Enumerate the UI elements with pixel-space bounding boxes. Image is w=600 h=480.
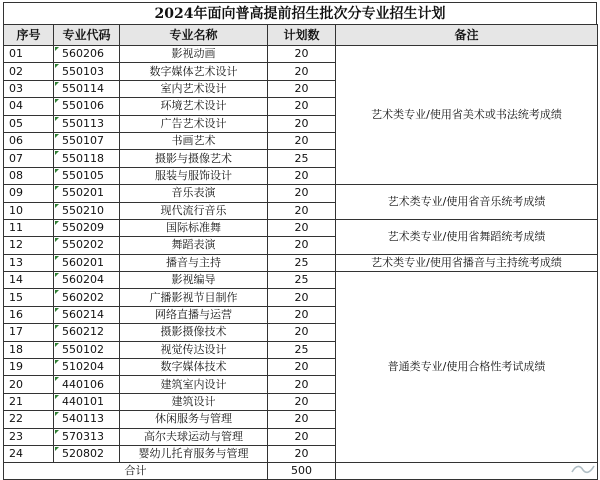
cell-seq: 12 — [4, 237, 54, 254]
cell-name: 广播影视节目制作 — [120, 289, 268, 306]
cell-name: 影视动画 — [120, 46, 268, 63]
cell-name: 广告艺术设计 — [120, 115, 268, 132]
cell-note: 普通类专业/使用合格性考试成绩 — [336, 272, 598, 463]
cell-code: 520802 — [54, 445, 120, 462]
enrollment-plan-table — [3, 24, 598, 480]
cell-plan: 20 — [268, 63, 336, 80]
cell-code: 560212 — [54, 324, 120, 341]
total-row — [4, 463, 598, 480]
cell-plan: 25 — [268, 272, 336, 289]
cell-code: 570313 — [54, 428, 120, 445]
total-value: 500 — [268, 463, 336, 480]
cell-name: 摄影与摄像艺术 — [120, 150, 268, 167]
cell-name: 网络直播与运营 — [120, 306, 268, 323]
cell-plan: 20 — [268, 132, 336, 149]
header-code: 专业代码 — [54, 25, 120, 46]
cell-seq: 14 — [4, 272, 54, 289]
header-seq: 序号 — [4, 25, 54, 46]
cell-code: 560201 — [54, 254, 120, 271]
cell-seq: 05 — [4, 115, 54, 132]
cell-name: 建筑室内设计 — [120, 376, 268, 393]
cell-code: 560206 — [54, 46, 120, 63]
cell-plan: 20 — [268, 359, 336, 376]
cell-plan: 20 — [268, 445, 336, 462]
table-row — [4, 254, 598, 271]
cell-code: 440106 — [54, 376, 120, 393]
cell-plan: 20 — [268, 324, 336, 341]
header-row — [4, 25, 598, 46]
cell-plan: 20 — [268, 237, 336, 254]
cell-name: 婴幼儿托育服务与管理 — [120, 445, 268, 462]
cell-name: 休闲服务与管理 — [120, 411, 268, 428]
table-row — [4, 272, 598, 289]
cell-note: 艺术类专业/使用省美术或书法统考成绩 — [336, 46, 598, 185]
cell-plan: 25 — [268, 254, 336, 271]
cell-seq: 11 — [4, 219, 54, 236]
cell-seq: 24 — [4, 445, 54, 462]
watermark-logo-icon — [570, 463, 596, 475]
cell-note: 艺术类专业/使用省播音与主持统考成绩 — [336, 254, 598, 271]
cell-name: 音乐表演 — [120, 185, 268, 202]
cell-plan: 20 — [268, 289, 336, 306]
cell-code: 550106 — [54, 98, 120, 115]
cell-plan: 20 — [268, 428, 336, 445]
cell-seq: 02 — [4, 63, 54, 80]
cell-plan: 20 — [268, 46, 336, 63]
cell-seq: 18 — [4, 341, 54, 358]
cell-plan: 20 — [268, 115, 336, 132]
cell-seq: 21 — [4, 393, 54, 410]
cell-code: 550201 — [54, 185, 120, 202]
cell-seq: 07 — [4, 150, 54, 167]
cell-code: 550202 — [54, 237, 120, 254]
cell-seq: 06 — [4, 132, 54, 149]
header-name: 专业名称 — [120, 25, 268, 46]
cell-code: 550102 — [54, 341, 120, 358]
cell-code: 550107 — [54, 132, 120, 149]
cell-seq: 08 — [4, 167, 54, 184]
cell-code: 550118 — [54, 150, 120, 167]
cell-seq: 09 — [4, 185, 54, 202]
total-note-empty — [336, 463, 598, 480]
cell-plan: 20 — [268, 167, 336, 184]
cell-plan: 20 — [268, 202, 336, 219]
cell-code: 560202 — [54, 289, 120, 306]
cell-name: 摄影摄像技术 — [120, 324, 268, 341]
cell-name: 环境艺术设计 — [120, 98, 268, 115]
cell-name: 国际标准舞 — [120, 219, 268, 236]
cell-name: 数字媒体技术 — [120, 359, 268, 376]
cell-note: 艺术类专业/使用省音乐统考成绩 — [336, 185, 598, 220]
cell-plan: 20 — [268, 393, 336, 410]
table-title: 2024年面向普高提前招生批次分专业招生计划 — [3, 2, 597, 24]
cell-seq: 16 — [4, 306, 54, 323]
cell-plan: 20 — [268, 185, 336, 202]
table-row — [4, 46, 598, 63]
cell-code: 560204 — [54, 272, 120, 289]
cell-name: 高尔夫球运动与管理 — [120, 428, 268, 445]
cell-seq: 19 — [4, 359, 54, 376]
cell-name: 播音与主持 — [120, 254, 268, 271]
cell-code: 550209 — [54, 219, 120, 236]
cell-name: 书画艺术 — [120, 132, 268, 149]
cell-seq: 10 — [4, 202, 54, 219]
total-label: 合计 — [4, 463, 268, 480]
cell-name: 影视编导 — [120, 272, 268, 289]
cell-name: 服装与服饰设计 — [120, 167, 268, 184]
cell-code: 550113 — [54, 115, 120, 132]
cell-seq: 17 — [4, 324, 54, 341]
cell-plan: 20 — [268, 306, 336, 323]
cell-code: 440101 — [54, 393, 120, 410]
cell-plan: 25 — [268, 150, 336, 167]
cell-seq: 13 — [4, 254, 54, 271]
table-row — [4, 185, 598, 202]
cell-plan: 20 — [268, 219, 336, 236]
header-note: 备注 — [336, 25, 598, 46]
cell-seq: 22 — [4, 411, 54, 428]
cell-code: 550103 — [54, 63, 120, 80]
cell-seq: 04 — [4, 98, 54, 115]
header-plan: 计划数 — [268, 25, 336, 46]
cell-name: 舞蹈表演 — [120, 237, 268, 254]
cell-seq: 23 — [4, 428, 54, 445]
cell-note: 艺术类专业/使用省舞蹈统考成绩 — [336, 219, 598, 254]
cell-seq: 15 — [4, 289, 54, 306]
cell-plan: 20 — [268, 411, 336, 428]
cell-seq: 20 — [4, 376, 54, 393]
cell-code: 510204 — [54, 359, 120, 376]
cell-code: 550114 — [54, 80, 120, 97]
cell-plan: 25 — [268, 341, 336, 358]
table-row — [4, 219, 598, 236]
cell-seq: 03 — [4, 80, 54, 97]
cell-plan: 20 — [268, 98, 336, 115]
cell-seq: 01 — [4, 46, 54, 63]
cell-code: 540113 — [54, 411, 120, 428]
cell-name: 数字媒体艺术设计 — [120, 63, 268, 80]
cell-plan: 20 — [268, 80, 336, 97]
cell-code: 560214 — [54, 306, 120, 323]
cell-name: 视觉传达设计 — [120, 341, 268, 358]
cell-name: 室内艺术设计 — [120, 80, 268, 97]
cell-name: 建筑设计 — [120, 393, 268, 410]
cell-code: 550105 — [54, 167, 120, 184]
cell-plan: 20 — [268, 376, 336, 393]
cell-name: 现代流行音乐 — [120, 202, 268, 219]
cell-code: 550210 — [54, 202, 120, 219]
